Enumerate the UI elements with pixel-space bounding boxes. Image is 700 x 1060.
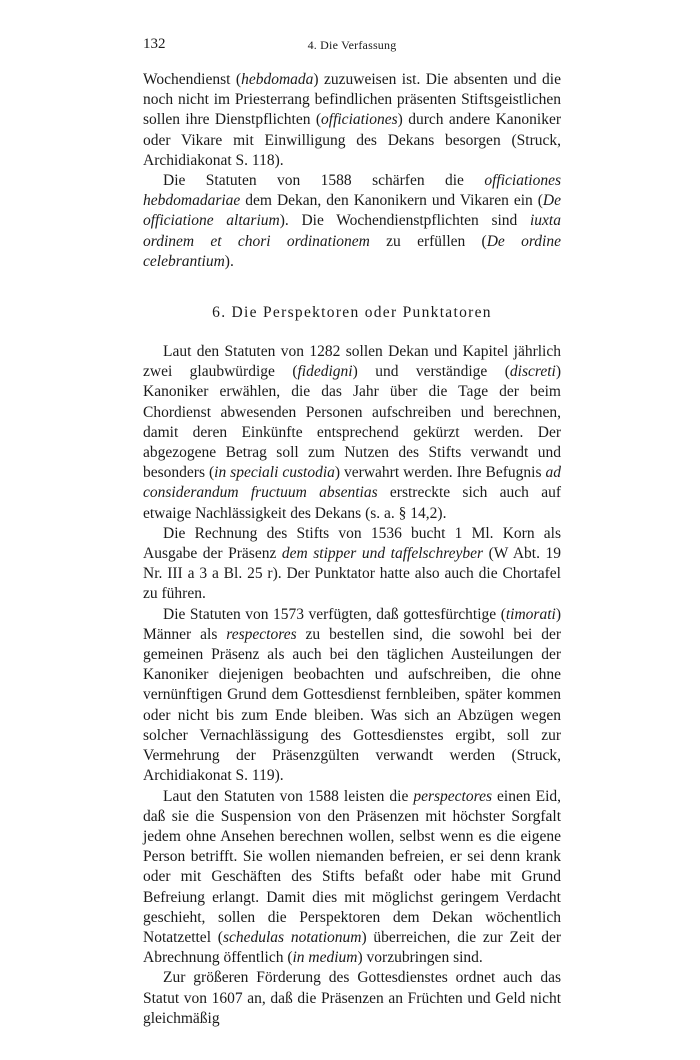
paragraph: Die Statuten von 1573 verfügten, daß gottesfürchtige (timorati) Männer als respectores zu bestellen sind, die sowohl bei der gemeinen Präsenz als auch bei den täglichen Austeilungen der Kanoniker diejenigen beobachten und aufschreiben, die ohne vernünftigen Grund dem Gottesdienst fernbleiben, später kommen oder nicht bis zum Ende bleiben. Was sich an Abzügen wegen solcher Vernachlässigung des Gottesdienstes ergibt, soll zur Vermehrung der Präsenzgülten verwandt werden (Struck, Archidiakonat S. 119). — [143, 605, 562, 785]
section-heading: 6. Die Perspektoren oder Punktatoren — [212, 304, 492, 322]
paragraph: Laut den Statuten von 1282 sollen Dekan und Kapitel jährlich zwei glaubwürdige (fidedigni) und verständige (discreti) Kanoniker erwählen, die das Jahr über die Tage der beim Chordienst abwesenden Personen aufschreiben und berechnen, damit deren Einkünfte entsprechend gekürzt werden. Der abgezogene Betrag soll zum Nutzen des Stifts verwandt und besonders (in speciali custodia) verwahrt werden. Ihre Befugnis ad considerandum fructuum absentias erstreckte sich auch auf etwaige Nachlässigkeit des Dekans (s. a. § 14,2). — [143, 343, 561, 522]
paragraph: Die Rechnung des Stifts von 1536 bucht 1 Ml. Korn als Ausgabe der Präsenz dem stipper und taffelschreyber (W Abt. 19 Nr. III a 3 a Bl. 25 r). Der Punktator hatte also auch die Chortafel zu führen. — [143, 524, 562, 603]
paragraph: Laut den Statuten von 1588 leisten die perspectores einen Eid, daß sie die Suspension von den Präsenzen mit höchster Sorgfalt jedem ohne Ansehen berechnen wollen, selbst wenn es die eigene Person betrifft. Sie wollen niemanden befreien, er sei denn krank oder mit Geschäften des Stifts befaßt oder habe mit Grund Befreiung erlangt. Damit dies mit möglichst geringem Verdacht geschieht, sollen die Perspektoren dem Dekan wöchentlich Notatzettel (schedulas notationum) überreichen, die zur Zeit der Abrechnung öffentlich (in medium) vorzubringen sind. — [143, 787, 562, 967]
body-text — [143, 70, 561, 1029]
paragraph: Die Statuten von 1588 schärfen die officiationes hebdomadariae dem Dekan, den Kanonikern und Vikaren ein (De officiatione altarium). Die Wochendienstpflichten sind iuxta ordinem et chori ordinationem zu erfüllen (De ordine celebrantium). — [143, 172, 561, 270]
page-header — [143, 36, 561, 56]
paragraph: Zur größeren Förderung des Gottesdienstes ordnet auch das Statut von 1607 an, daß die Präsenzen an Früchten und Geld nicht gleichmäßig — [143, 969, 561, 1027]
paragraph: Wochendienst (hebdomada) zuzuweisen ist. Die absenten und die noch nicht im Priesterrang befindlichen präsenten Stiftsgeistlichen sollen ihre Dienstpflichten (officiationes) durch andere Kanoniker oder Vikare mit Einwilligung des Dekans besorgen (Struck, Archidiakonat S. 118). — [143, 71, 561, 169]
page-number: 132 — [143, 36, 166, 52]
running-head: 4. Die Verfassung — [307, 38, 397, 52]
